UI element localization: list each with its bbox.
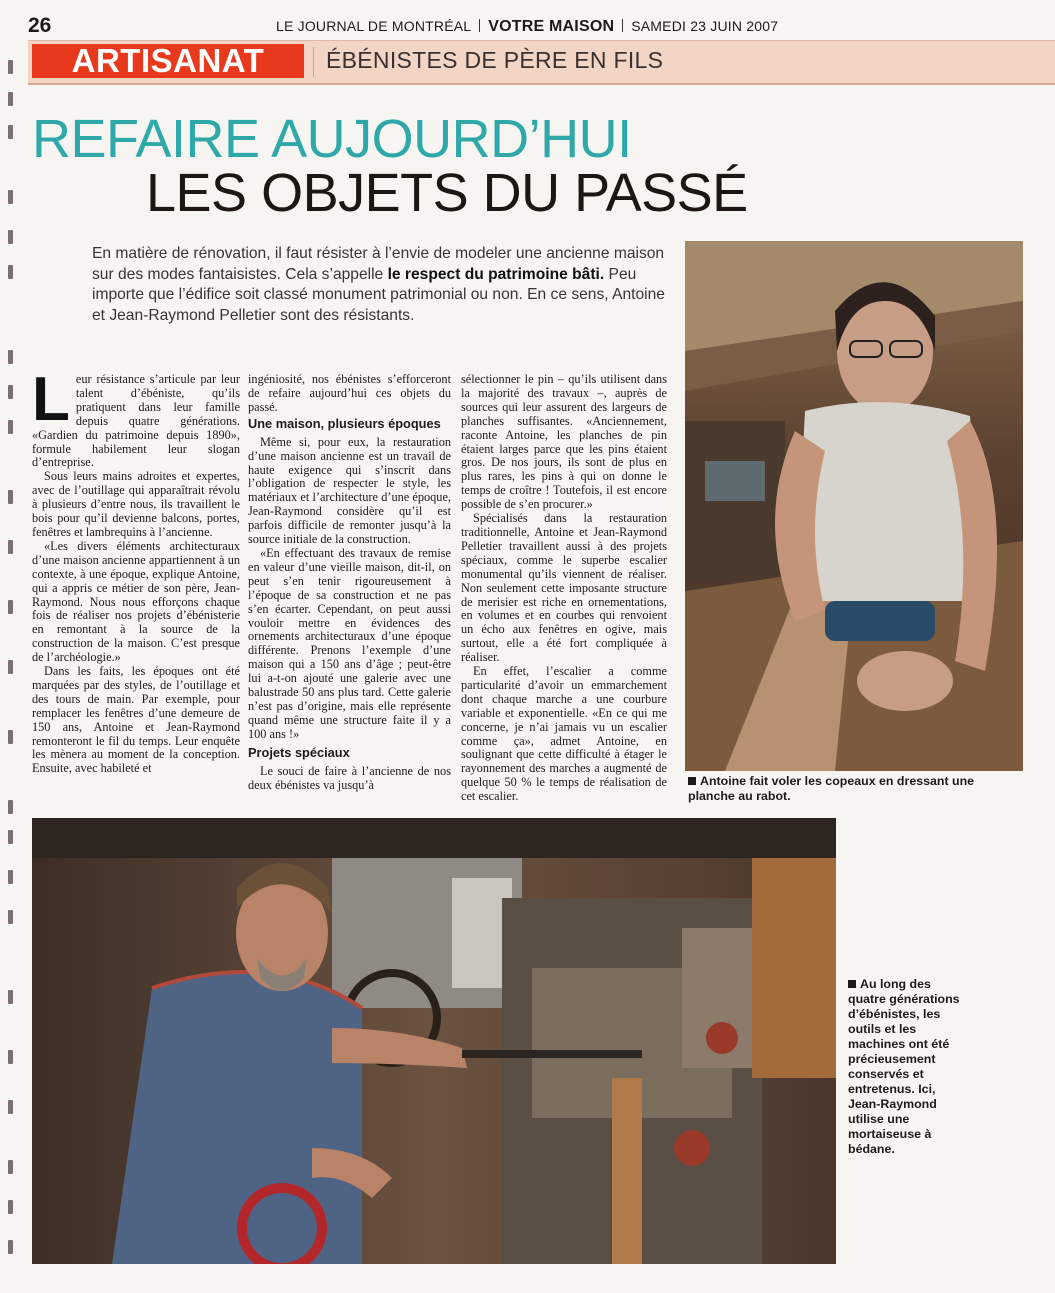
section-bar (28, 40, 1055, 85)
photo-caption-1: Antoine fait voler les copeaux en dressant une planche au rabot. (688, 774, 975, 803)
caption-bullet (688, 777, 696, 785)
scan-edge-marks (8, 40, 16, 1260)
photo-jean-raymond-mortiser (32, 818, 836, 1264)
article-column-1 (32, 365, 240, 776)
article-paragraph: sélectionner le pin – qu’ils utilisent dans la majorité des travaux –, auprès de sources qui leur assurent des largeurs de planches suffisantes. «Anciennement, raconte Antoine, les planches de pin étaient larges parce que les pins étaient gros. De nos jours, ils sont de plus en plus rares, les pins à qui on donne le temps de croître ! Toutefois, il est encore possible de s’en procurer.» (461, 372, 667, 512)
drop-cap: L (32, 365, 70, 434)
lead-paragraph: En matière de rénovation, il faut résister à l’envie de modeler une ancienne maison sur des modes fantaisistes. Cela s’appelle le respect du patrimoine bâti. Peu importe que l’édifice soit classé monument patrimonial ou non. En ce sens, Antoine et Jean-Raymond Pelletier sont des résistants. (92, 245, 665, 324)
subhead-epoques: Une maison, plusieurs époques (248, 415, 441, 431)
headline-line-2: LES OBJETS DU PASSÉ (146, 163, 748, 223)
article-paragraph: En effet, l’escalier a comme particularité d’avoir un emmarchement dont chaque marche a une courbure variable et exponentielle. «En ce qui me concerne, je n’ai jamais vu un escalier comme ça», admet Antoine, en soulignant que cette difficulté à étager le rayonnement des marches a augmenté de quelque 50 % le temps de réalisation de cet escalier. (461, 664, 667, 804)
subhead-projets: Projets spéciaux (248, 744, 350, 760)
publication-name: LE JOURNAL DE MONTRÉAL (276, 18, 472, 34)
article-paragraph: «Les divers éléments architecturaux d’une maison ancienne appartiennent à un contexte, à une époque, explique Antoine, qui a appris ce métier de son père, Jean-Raymond. Nous nous efforçons chaque fois de réaliser nos projets d’ébénisterie en remontant à la source de la construction de la maison. C’est presque de l’archéologie.» (32, 538, 240, 665)
issue-date: SAMEDI 23 JUIN 2007 (631, 18, 779, 34)
article-paragraph: Même si, pour eux, la restauration d’une maison ancienne est un travail de haute exigence qui s’inscrit dans l’obligation de respecter le style, les matériaux et l’architecture d’une époque, Jean-Raymond considère qu’il est parfois difficile de remonter jusqu’à la source initiale de la construction. (248, 434, 451, 547)
lead-emphasis: le respect du patrimoine bâti. (387, 265, 605, 283)
headline-line-1: REFAIRE AUJOURD’HUI (32, 109, 632, 169)
article-paragraph: ingéniosité, nos ébénistes s’efforceront de refaire aujourd’hui ces objets du passé. (248, 372, 451, 414)
page-number: 26 (28, 14, 52, 37)
article-column-2 (248, 373, 451, 792)
article-paragraph: Le souci de faire à l’ancienne de nos deux ébénistes va jusqu’à (248, 763, 451, 792)
article-paragraph: Leur résistance s’articule par leur talent d’ébéniste, qu’ils pratiquent dans leur famille depuis quatre générations. «Gardien du patrimoine depuis 1890», formule habilement leur slogan d’entreprise. (32, 365, 240, 470)
section-kicker: ÉBÉNISTES DE PÈRE EN FILS (326, 47, 664, 73)
section-tag: ARTISANAT (32, 44, 304, 78)
article-paragraph: Dans les faits, les époques ont été marquées par des styles, de l’outillage et des tours de main. Par exemple, pour remplacer les fenêtres d’une demeure de 150 ans, Antoine et Jean-Raymond remonteront le fil du temps. Leur enquête les mènera au moment de la conception. Ensuite, avec habileté et (32, 664, 240, 776)
article-column-3 (461, 373, 667, 804)
caption-bullet (848, 980, 856, 988)
photo-antoine-planing (685, 241, 1023, 771)
section-name: VOTRE MAISON (488, 18, 615, 35)
article-paragraph: Sous leurs mains adroites et expertes, avec de l’outillage qui apparaîtrait révolu à plusieurs d’entre nous, ils travaillent le bois pour qu’il devienne balcons, portes, fenêtres et lambrequins à l’ancienne. (32, 469, 240, 539)
running-head (276, 18, 778, 36)
article-paragraph: Spécialisés dans la restauration traditionnelle, Antoine et Jean-Raymond Pelletier travaillent aussi à des projets spéciaux, comme le superbe escalier monumental qu’ils viennent de réaliser. Non seulement cette imposante structure de merisier est riche en ornementations, en volumes et en courbes qui renvoient un écho aux fenêtres en ogive, mais surtout, elle a été fort compliquée à réaliser. (461, 511, 667, 665)
photo-caption-2: Au long des quatre générations d’ébénistes, les outils et les machines ont été précieusement conservés et entretenus. Ici, Jean-Raymond utilise une mortaiseuse à bédane. (848, 977, 960, 1156)
page-header (28, 14, 1028, 40)
article-paragraph: «En effectuant des travaux de remise en valeur d’une vieille maison, dit-il, on peut s’en tenir rigoureusement à l’époque de sa construction et ne pas s’en écarter. Cependant, on peut aussi vouloir mettre en évidences des ornements architecturaux d’une époque différente. Prenons l’exemple d’une maison qui a 150 ans d’âge ; peut-être lui a-t-on ajouté une galerie avec une balustrade 50 ans plus tard. Cette galerie n’est pas d’origine, mais elle représente quand même une structure faite il y a 100 ans !» (248, 545, 451, 741)
